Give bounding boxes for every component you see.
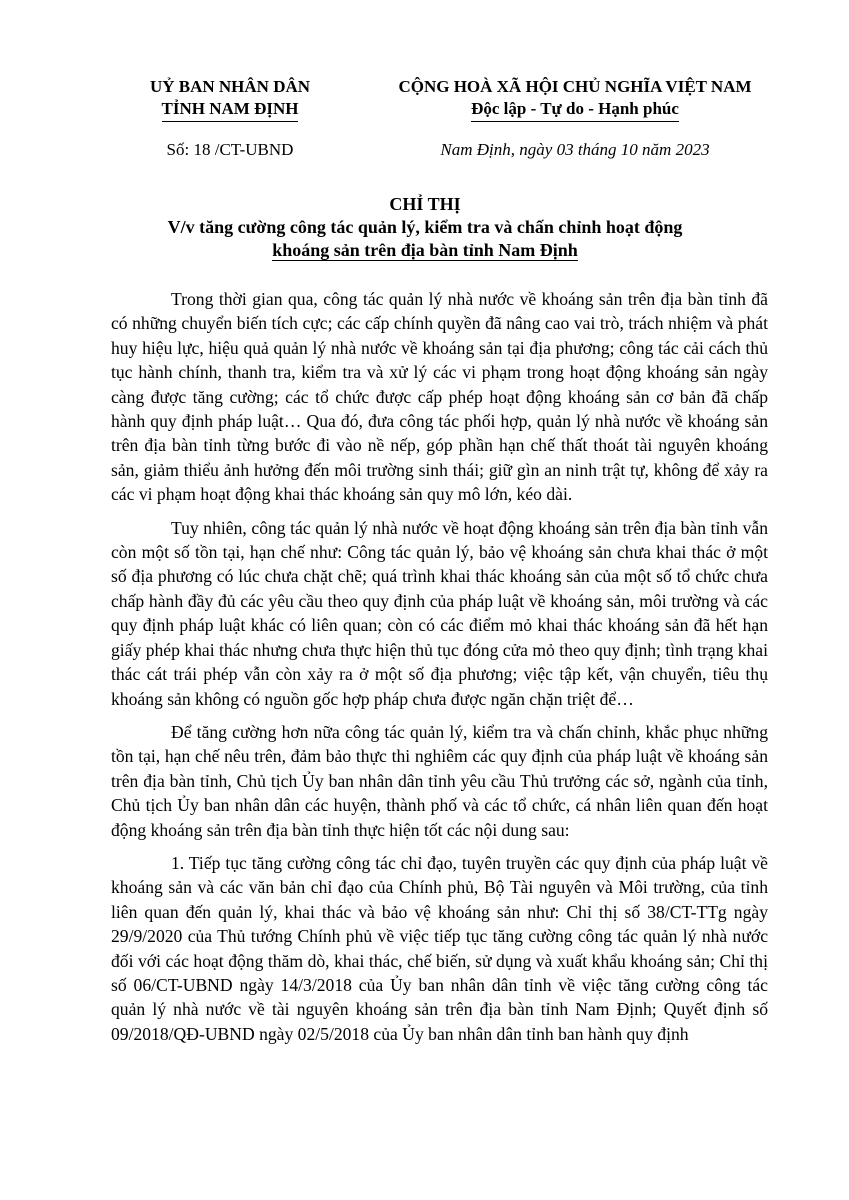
nation-line2: Độc lập - Tự do - Hạnh phúc — [471, 98, 679, 122]
document-body — [111, 287, 768, 1055]
subtitle-line2: khoáng sản trên địa bàn tỉnh Nam Định — [272, 240, 578, 260]
agency-line2: TỈNH NAM ĐỊNH — [162, 98, 299, 122]
issuing-agency — [130, 76, 330, 122]
document-title: CHỈ THỊ — [389, 194, 461, 214]
paragraph: 1. Tiếp tục tăng cường công tác chỉ đạo, tuyên truyền các quy định của pháp luật về khoáng sản và các văn bản chỉ đạo của Chính phủ, Bộ Tài nguyên và Môi trường, của tỉnh liên quan đến quản lý, khai thác và bảo vệ khoáng sản như: Chỉ thị số 38/CT-TTg ngày 29/9/2020 của Thủ tướng Chính phủ về việc tiếp tục tăng cường công tác quản lý nhà nước đối với các hoạt động thăm dò, khai thác, chế biến, sử dụng và xuất khẩu khoáng sản; Chỉ thị số 06/CT-UBND ngày 14/3/2018 của Ủy ban nhân dân tỉnh về việc tăng cường công tác quản lý nhà nước về tài nguyên khoáng sản trên địa bàn tỉnh Nam Định; Quyết định số 09/2018/QĐ-UBND ngày 02/5/2018 của Ủy ban nhân dân tỉnh ban hành quy định — [111, 852, 768, 1044]
document-subtitle — [80, 216, 770, 262]
paragraph: Tuy nhiên, công tác quản lý nhà nước về hoạt động khoáng sản trên địa bàn tỉnh vẫn còn một số tồn tại, hạn chế như: Công tác quản lý, bảo vệ khoáng sản chưa khai thác ở một số địa phương có lúc chưa chặt chẽ; quá trình khai thác khoáng sản của một số tổ chức chưa chấp hành đầy đủ các yêu cầu theo quy định của pháp luật về khoáng sản, môi trường và các quy định pháp luật khác có liên quan; còn có các điểm mỏ khai thác khoáng sản đã hết hạn giấy phép khai thác nhưng chưa thực hiện thủ tục đóng cửa mỏ theo quy định; tình trạng khai thác cát trái phép vẫn còn xảy ra ở một số địa phương; việc tập kết, vận chuyển, tiêu thụ khoáng sản không có nguồn gốc hợp pháp chưa được ngăn chặn triệt để… — [111, 517, 768, 709]
subtitle-line1: V/v tăng cường công tác quản lý, kiểm tra và chấn chỉnh hoạt động — [167, 217, 683, 237]
paragraph: Để tăng cường hơn nữa công tác quản lý, kiểm tra và chấn chỉnh, khắc phục những tồn tại, hạn chế nêu trên, đảm bảo thực thi nghiêm các quy định của pháp luật về khoáng sản trên địa bàn tỉnh, Chủ tịch Ủy ban nhân dân tỉnh yêu cầu Thủ trưởng các sở, ngành của tỉnh, Chủ tịch Ủy ban nhân dân các huyện, thành phố và các tổ chức, cá nhân liên quan đến hoạt động khoáng sản trên địa bàn tỉnh thực hiện tốt các nội dung sau: — [111, 721, 768, 840]
document-number: Số: 18 /CT-UBND — [166, 140, 294, 159]
document-date: Nam Định, ngày 03 tháng 10 năm 2023 — [440, 140, 710, 159]
paragraph: Trong thời gian qua, công tác quản lý nhà nước về khoáng sản trên địa bàn tỉnh đã có những chuyển biến tích cực; các cấp chính quyền đã nâng cao vai trò, trách nhiệm và phát huy hiệu lực, hiệu quả quản lý nhà nước về khoáng sản tại địa phương; công tác cải cách thủ tục hành chính, thanh tra, kiểm tra và xử lý các vi phạm trong hoạt động khoáng sản ngày càng được tăng cường; các tổ chức được cấp phép hoạt động khoáng sản cơ bản đã chấp hành quy định pháp luật… Qua đó, đưa công tác phối hợp, quản lý nhà nước về khoáng sản trên địa bàn tỉnh từng bước đi vào nề nếp, góp phần hạn chế thất thoát tài nguyên khoáng sản, giảm thiểu ảnh hưởng đến môi trường sinh thái; giữ gìn an ninh trật tự, không để xảy ra các vi phạm hoạt động khai thác khoáng sản quy mô lớn, kéo dài. — [111, 289, 768, 505]
agency-line1: UỶ BAN NHÂN DÂN — [149, 77, 311, 96]
national-motto — [370, 76, 780, 122]
nation-line1: CỘNG HOÀ XÃ HỘI CHỦ NGHĨA VIỆT NAM — [398, 77, 752, 96]
